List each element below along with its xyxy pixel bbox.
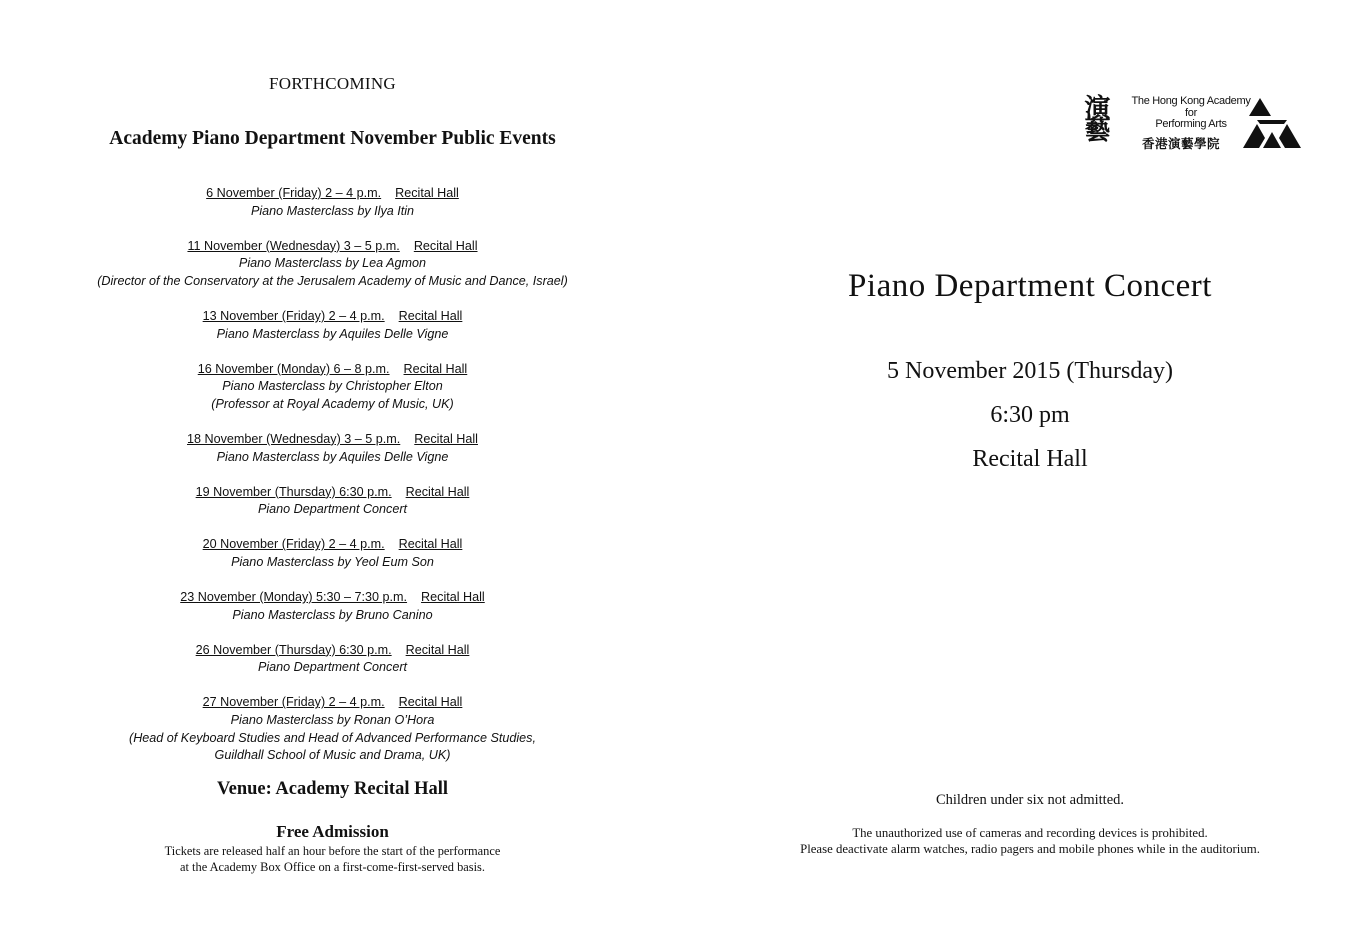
auditorium-notice [720, 825, 1340, 857]
events-title: Academy Piano Department November Public Events [109, 128, 556, 149]
event-description: Piano Department Concert [257, 502, 408, 517]
event-description: (Head of Keyboard Studies and Head of Advanced Performance Studies, [129, 730, 536, 745]
children-notice: Children under six not admitted. [935, 792, 1125, 808]
event-heading [30, 185, 635, 203]
event-heading [30, 536, 635, 554]
event-date: 13 November (Friday) 2 – 4 p.m. [202, 308, 385, 323]
concert-venue: Recital Hall [972, 446, 1088, 472]
event-venue: Recital Hall [395, 186, 459, 200]
academy-emblem-icon [1243, 98, 1301, 150]
event-venue: Recital Hall [403, 361, 468, 376]
event-date: 16 November (Monday) 6 – 8 p.m. [197, 361, 390, 376]
event-item [30, 361, 635, 414]
event-heading [30, 238, 635, 256]
event-description: Piano Masterclass by Aquiles Delle Vigne [216, 449, 449, 464]
event-item [30, 589, 635, 624]
event-description: Piano Masterclass by Lea Agmon [238, 256, 427, 271]
tickets-info [30, 843, 635, 875]
event-venue: Recital Hall [421, 590, 485, 604]
event-description: Piano Department Concert [257, 660, 408, 675]
event-date: 11 November (Wednesday) 3 – 5 p.m. [187, 238, 400, 253]
event-description: (Professor at Royal Academy of Music, UK) [211, 396, 454, 411]
event-heading [30, 484, 635, 502]
concert-date: 5 November 2015 (Thursday) [887, 358, 1173, 384]
event-venue: Recital Hall [398, 308, 463, 323]
event-description: Piano Masterclass by Aquiles Delle Vigne [216, 326, 449, 341]
event-description: Guildhall School of Music and Drama, UK) [214, 748, 451, 763]
venue-line: Venue: Academy Recital Hall [216, 779, 449, 799]
event-heading [30, 361, 635, 379]
event-date: 6 November (Friday) 2 – 4 p.m. [206, 186, 382, 200]
event-item [30, 642, 635, 677]
concert-time: 6:30 pm [990, 402, 1070, 428]
event-item [30, 185, 635, 220]
notice-line: Please deactivate alarm watches, radio pagers and mobile phones while in the auditorium. [800, 842, 1260, 856]
event-heading [30, 308, 635, 326]
event-description: Piano Masterclass by Yeol Eum Son [231, 554, 434, 569]
tickets-line: Tickets are released half an hour before the start of the performance [164, 844, 501, 858]
forthcoming-heading: FORTHCOMING [269, 74, 396, 93]
logo-english-line: The Hong Kong Academy [1131, 95, 1251, 107]
tickets-line: at the Academy Box Office on a first-come-first-served basis. [180, 860, 485, 874]
event-description: Piano Masterclass by Ronan O’Hora [230, 712, 435, 727]
event-item [30, 694, 635, 764]
event-venue: Recital Hall [405, 642, 470, 657]
event-description: Piano Masterclass by Ilya Itin [250, 203, 415, 218]
event-date: 26 November (Thursday) 6:30 p.m. [195, 642, 392, 657]
event-heading [30, 589, 635, 607]
event-item [30, 536, 635, 571]
event-date: 18 November (Wednesday) 3 – 5 p.m. [187, 431, 401, 446]
event-item [30, 238, 635, 291]
free-admission-heading: Free Admission [276, 822, 389, 841]
events-list [30, 185, 635, 782]
event-item [30, 431, 635, 466]
event-venue: Recital Hall [413, 238, 478, 253]
event-date: 27 November (Friday) 2 – 4 p.m. [202, 695, 385, 710]
logo-english-name [1126, 96, 1256, 131]
event-heading [30, 642, 635, 660]
notice-line: The unauthorized use of cameras and recording devices is prohibited. [852, 826, 1208, 840]
concert-title: Piano Department Concert [848, 268, 1212, 304]
logo-english-line: Performing Arts [1155, 118, 1227, 130]
event-date: 23 November (Monday) 5:30 – 7:30 p.m. [180, 590, 408, 604]
event-venue: Recital Hall [414, 431, 478, 446]
logo-english-line: for [1185, 106, 1197, 119]
event-venue: Recital Hall [398, 537, 463, 552]
academy-logo [1080, 94, 1305, 154]
event-item [30, 308, 635, 343]
logo-chinese-name: 香港演藝學院 [1142, 136, 1221, 151]
event-venue: Recital Hall [405, 484, 470, 499]
event-date: 20 November (Friday) 2 – 4 p.m. [202, 537, 385, 552]
event-date: 19 November (Thursday) 6:30 p.m. [195, 484, 392, 499]
event-description: (Director of the Conservatory at the Jerusalem Academy of Music and Dance, Israel) [97, 273, 568, 288]
event-description: Piano Masterclass by Bruno Canino [232, 607, 433, 622]
event-heading [30, 431, 635, 449]
event-item [30, 484, 635, 519]
logo-calligraphy: 演藝 [1080, 94, 1110, 138]
event-description: Piano Masterclass by Christopher Elton [222, 379, 443, 394]
event-heading [30, 694, 635, 712]
event-venue: Recital Hall [398, 695, 463, 710]
